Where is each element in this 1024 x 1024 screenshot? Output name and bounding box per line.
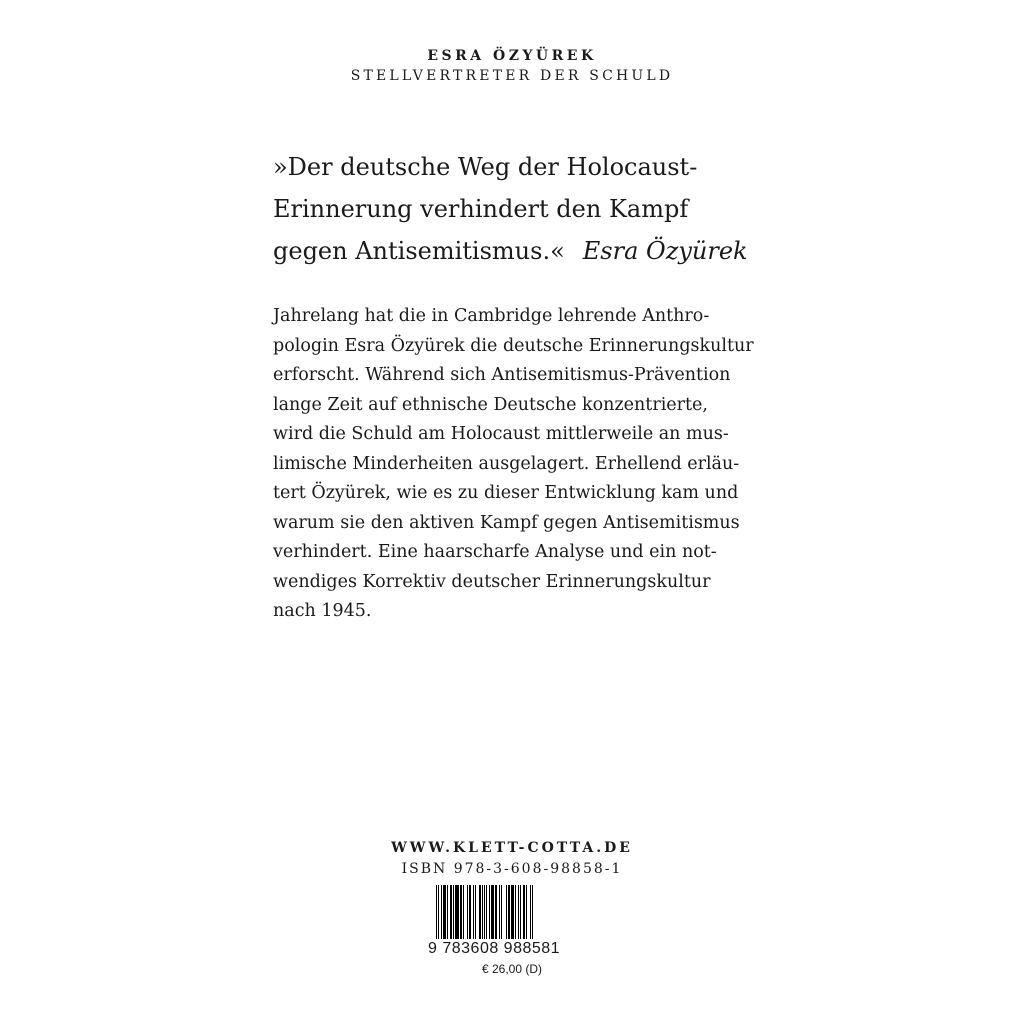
blurb-line: verhindert. Eine haarscharfe Analyse und ein not-	[273, 542, 717, 562]
barcode-digits: 9 783608 988581	[428, 940, 561, 957]
author-name: ESRA ÖZYÜREK	[427, 48, 597, 64]
price-label: € 26,00 (D)	[481, 962, 543, 976]
barcode-icon	[430, 885, 594, 943]
quote-text: gegen Antisemitismus.«	[273, 237, 565, 265]
blurb-line: wird die Schuld am Holocaust mittlerweile an mus-	[273, 424, 729, 444]
blurb-line: erforscht. Während sich Antisemitismus-Prävention	[273, 365, 731, 385]
quote-line: »Der deutsche Weg der Holocaust-	[273, 153, 698, 181]
pull-quote	[273, 146, 748, 272]
blurb-line: nach 1945.	[273, 601, 372, 621]
publisher-website: WWW.KLETT-COTTA.DE	[391, 840, 633, 856]
quote-attribution: Esra Özyürek	[582, 237, 748, 265]
blurb-line: pologin Esra Özyürek die deutsche Erinnerungskultur	[273, 335, 754, 356]
book-title: STELLVERTRETER DER SCHULD	[350, 68, 674, 84]
quote-line: Erinnerung verhindert den Kampf	[273, 195, 689, 223]
blurb-line: lange Zeit auf ethnische Deutsche konzentrierte,	[273, 394, 708, 415]
blurb-text	[273, 302, 753, 627]
blurb-line: limische Minderheiten ausgelagert. Erhellend erläu-	[273, 453, 740, 474]
quote-line	[273, 230, 748, 272]
blurb-line: warum sie den aktiven Kampf gegen Antisemitismus	[273, 512, 740, 533]
isbn-number: ISBN 978-3-608-98858-1	[401, 861, 623, 877]
blurb-line: tert Özyürek, wie es zu dieser Entwicklung kam und	[273, 483, 739, 503]
blurb-line: wendiges Korrektiv deutscher Erinnerungskultur	[273, 571, 711, 592]
blurb-line: Jahrelang hat die in Cambridge lehrende Anthro-	[273, 306, 710, 326]
